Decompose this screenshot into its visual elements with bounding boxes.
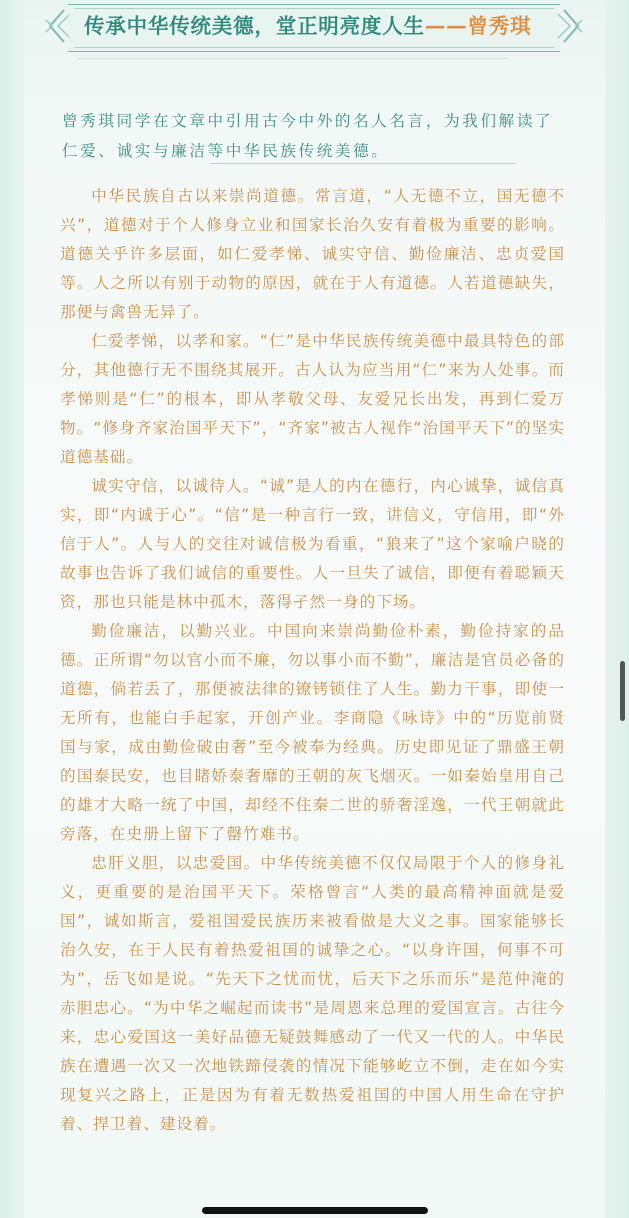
intro-summary: 曾秀琪同学在文章中引用古今中外的名人名言，为我们解读了仁爱、诚实与廉洁等中华民族传统美德。	[62, 112, 554, 160]
article-paragraph: 仁爱孝悌，以孝和家。“仁”是中华民族传统美德中最具特色的部分，其他德行无不围绕其展开。古人认为应当用“仁”来为人处事。而孝悌则是“仁”的根本，即从孝敬父母、友爱兄长出发，再到仁爱万物。“修身齐家治国平天下”，“齐家”被古人视作“治国平天下”的坚实道德基础。	[60, 332, 565, 466]
home-indicator[interactable]	[202, 1207, 428, 1214]
scrollbar-thumb[interactable]	[620, 661, 625, 721]
article-paragraph: 诚实守信，以诚待人。“诚”是人的内在德行，内心诚挚，诚信真实，即“内诚于心”。“信”是一种言行一致，讲信义，守信用，即“外信于人”。人与人的交往对诚信极为看重，“狼来了”这个家喻户晓的故事也告诉了我们诚信的重要性。人一旦失了诚信，即便有着聪颖天资，那也只能是林中孤木，落得孑然一身的下场。	[60, 477, 565, 611]
title-main: 传承中华传统美德，堂正明亮度人生	[84, 14, 425, 38]
article-paragraph: 忠肝义胆，以忠爱国。中华传统美德不仅仅局限于个人的修身礼义，更重要的是治国平天下。荣格曾言“人类的最高精神面就是爱国”，诚如斯言，爱祖国爱民族历来被看做是大义之事。国家能够长治久安，在于人民有着热爱祖国的诚挚之心。“以身许国，何事不可为”，岳飞如是说。“先天下之忧而忧，后天下之乐而乐”是范仲淹的赤胆忠心。“为中华之崛起而读书”是周恩来总理的爱国宣言。古往今来，忠心爱国这一美好品德无疑鼓舞感动了一代又一代的人。中华民族在遭遇一次又一次地铁蹄侵袭的情况下能够屹立不倒，走在如今实现复兴之路上，正是因为有着无数热爱祖国的中国人用生命在守护着、捍卫着、建设着。	[60, 854, 565, 1133]
article-paragraph: 中华民族自古以来崇尚道德。常言道，“人无德不立，国无德不兴”，道德对于个人修身立业和国家长治久安有着极为重要的影响。道德关乎许多层面，如仁爱孝悌、诚实守信、勤俭廉洁、忠贞爱国等。人之所以有别于动物的原因，就在于人有道德。人若道德缺失，那便与禽兽无异了。	[60, 187, 565, 321]
title-banner	[42, 0, 586, 56]
right-ornament-icon	[556, 6, 586, 46]
article-paragraph: 勤俭廉洁，以勤兴业。中国向来崇尚勤俭朴素，勤俭持家的品德。正所谓“勿以官小而不廉，勿以事小而不勤”，廉洁是官员必备的道德，倘若丢了，那便被法律的镣铐锁住了人生。勤力干事，即使一无所有，也能白手起家，开创产业。李商隐《咏诗》中的“历览前贤国与家，成由勤俭破由奢”至今被奉为经典。历史即见证了鼎盛王朝的国泰民安，也目睹娇泰奢靡的王朝的灰飞烟灭。一如秦始皇用自己的雄才大略一统了中国，却经不住秦二世的骄奢淫逸，一代王朝就此旁落，在史册上留下了罄竹难书。	[60, 622, 565, 843]
title-dash: ——	[424, 14, 468, 38]
banner-divider	[78, 58, 508, 59]
article-body	[60, 182, 565, 1139]
title-author: 曾秀琪	[467, 14, 532, 38]
intro-divider	[210, 163, 516, 164]
page-title	[84, 10, 554, 42]
